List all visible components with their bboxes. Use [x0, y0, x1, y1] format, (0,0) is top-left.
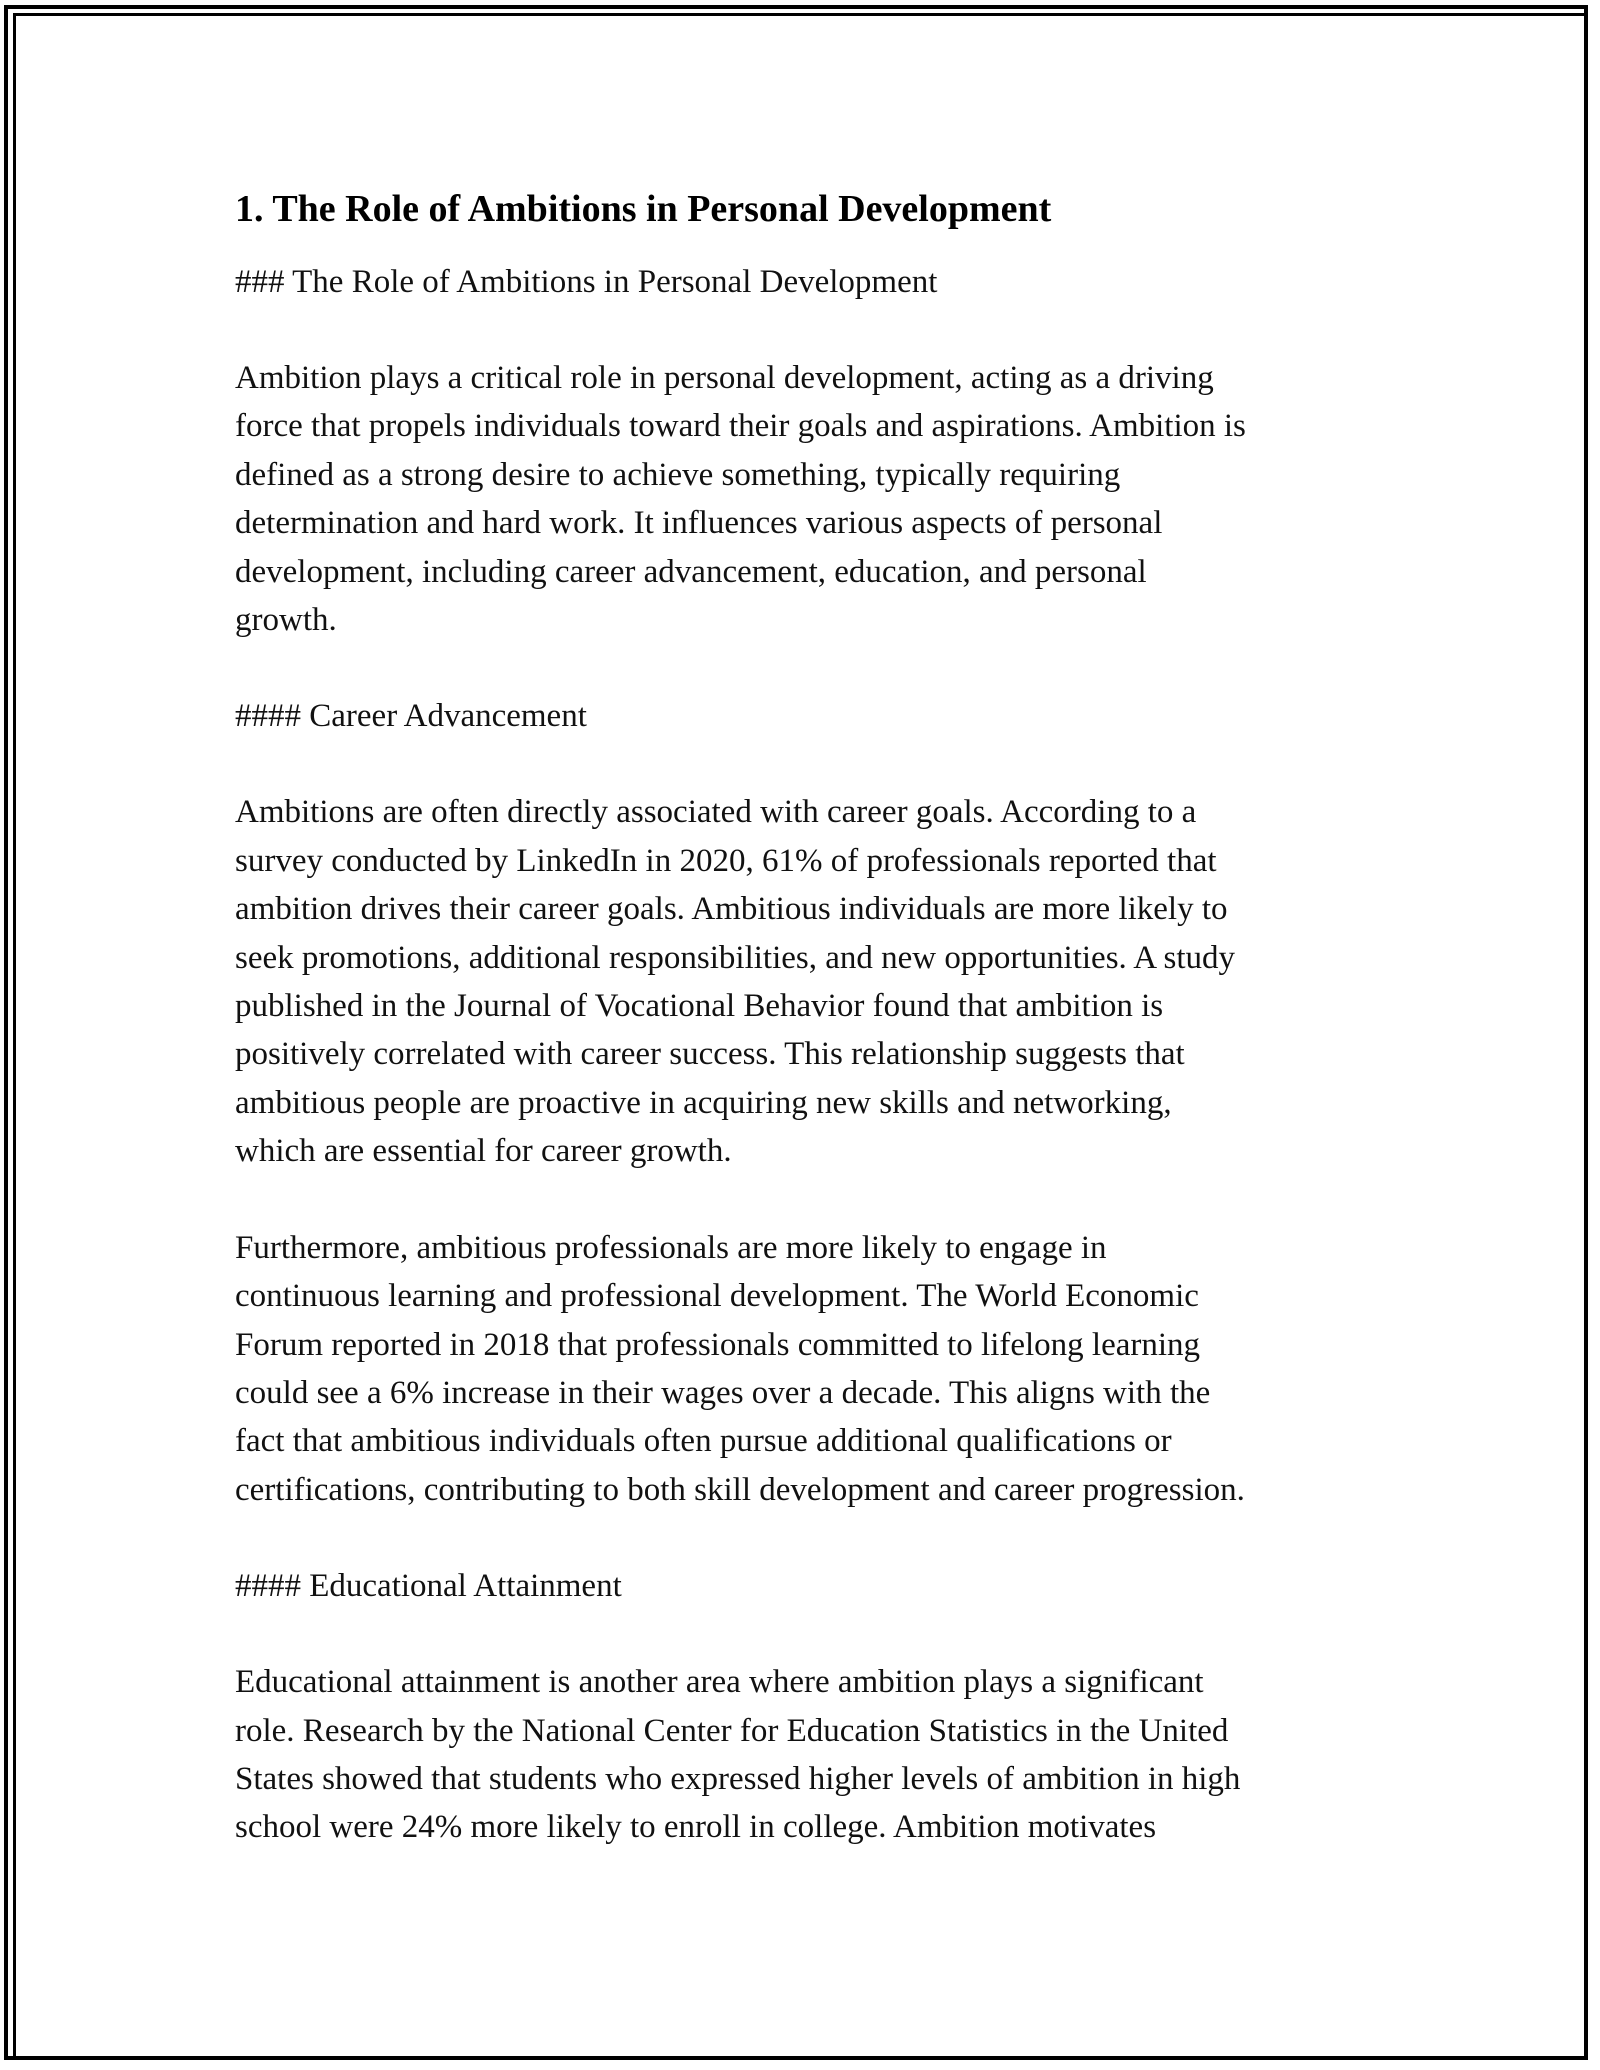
paragraph-line: positively correlated with career success. This relationship suggests that — [235, 1036, 1185, 1073]
paragraph-line: ambitious people are proactive in acquiring new skills and networking, — [235, 1084, 1172, 1121]
markdown-heading-career-advancement: #### Career Advancement — [235, 698, 587, 735]
markdown-heading-educational-attainment: #### Educational Attainment — [235, 1568, 622, 1605]
paragraph-line: determination and hard work. It influences various aspects of personal — [235, 505, 1163, 542]
paragraph-line: growth. — [235, 602, 337, 639]
paragraph-line: defined as a strong desire to achieve something, typically requiring — [235, 456, 1121, 493]
paragraph-line: ambition drives their career goals. Ambitious individuals are more likely to — [235, 891, 1228, 928]
paragraph-line: Ambitions are often directly associated with career goals. According to a — [235, 794, 1197, 831]
paragraph-line: fact that ambitious individuals often pursue additional qualifications or — [235, 1423, 1172, 1460]
paragraph-line: force that propels individuals toward their goals and aspirations. Ambition is — [235, 408, 1246, 445]
paragraph-line: development, including career advancement, education, and personal — [235, 553, 1147, 590]
paragraph-line: which are essential for career growth. — [235, 1133, 732, 1170]
paragraph-line: survey conducted by LinkedIn in 2020, 61% of professionals reported that — [235, 842, 1217, 879]
paragraph-intro — [235, 354, 1385, 644]
paragraph-line: school were 24% more likely to enroll in college. Ambition motivates — [235, 1809, 1157, 1846]
paragraph-line: Furthermore, ambitious professionals are more likely to engage in — [235, 1229, 1107, 1266]
paragraph-career-1 — [235, 788, 1385, 1175]
document-body — [235, 185, 1385, 1900]
paragraph-line: Educational attainment is another area where ambition plays a significant — [235, 1664, 1204, 1701]
paragraph-education — [235, 1658, 1385, 1852]
paragraph-line: Forum reported in 2018 that professionals committed to lifelong learning — [235, 1326, 1201, 1363]
paragraph-line: could see a 6% increase in their wages over a decade. This aligns with the — [235, 1374, 1211, 1411]
paragraph-line: continuous learning and professional development. The World Economic — [235, 1278, 1199, 1315]
document-title: 1. The Role of Ambitions in Personal Development — [235, 188, 1052, 230]
paragraph-career-2 — [235, 1224, 1385, 1514]
markdown-heading-role-of-ambitions: ### The Role of Ambitions in Personal Development — [235, 264, 938, 300]
paragraph-line: role. Research by the National Center for Education Statistics in the United — [235, 1712, 1229, 1749]
paragraph-line: seek promotions, additional responsibilities, and new opportunities. A study — [235, 939, 1235, 976]
paragraph-line: States showed that students who expressed higher levels of ambition in high — [235, 1760, 1241, 1797]
paragraph-line: certifications, contributing to both skill development and career progression. — [235, 1471, 1245, 1508]
paragraph-line: Ambition plays a critical role in personal development, acting as a driving — [235, 360, 1214, 396]
paragraph-line: published in the Journal of Vocational Behavior found that ambition is — [235, 988, 1164, 1025]
